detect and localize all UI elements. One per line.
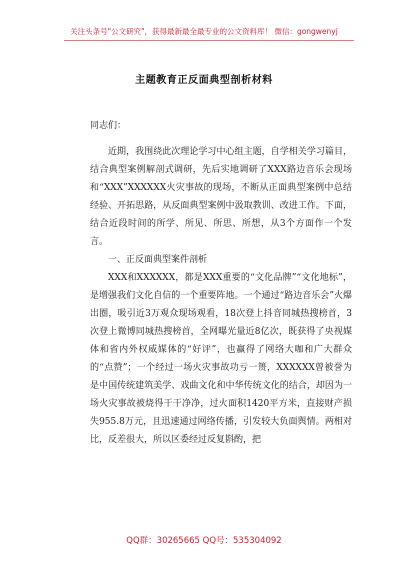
document-body	[90, 117, 352, 449]
body-paragraph: 近期，我围绕此次理论学习中心组主题，自学相关学习篇目，结合典型案例解剖式调研，先后实地调研了XXX路边音乐会现场和“XXX”XXXXXX火灾事故的现场，不断从正面典型案例中总结经验、开拓思路，从反面典型案例中汲取教训、改进工作。下面，结合近段时间的所学、所见、所思、所想，从3个方面作一个发言。	[90, 147, 352, 247]
footer-contact: QQ群：30265665 QQ号：535304092	[126, 536, 282, 546]
document-title: 主题教育正反面典型剖析材料	[135, 75, 273, 86]
header-watermark: 关注头条号"公文研究"，获得最新最全最专业的公文资料库！ 微信：gongwenyj	[70, 27, 338, 36]
body-paragraph: XXX和XXXXXX，都是XXX重要的“文化品牌”“文化地标”，是增强我们文化自信的一个重要阵地。一个通过“路边音乐会”火爆出圈，吸引近3万观众现场观看，18次登上抖音同城热搜榜首，3次登上微博同城热搜榜首，全网曝光量近8亿次，既获得了央视媒体和省内外权威媒体的“好评”，也赢得了网络大咖和广大群众的“点赞”；一个经过一场火灾事故功亏一篑，XXXXXX曾被誉为是中国传统建筑美学、戏曲文化和中华传统文化的结合，却因为一场火灾事故被烧得干干净净，过火面积1420平方米，直接财产损失955.8万元，且迅速通过网络传播，引发较大负面舆情。两相对比，反差很大，所以区委经过反复斟酌，把	[90, 273, 352, 445]
section-heading: 一、正反面典型案件剖析	[108, 255, 208, 265]
salutation: 同志们：	[90, 121, 127, 131]
header-divider	[64, 40, 354, 41]
